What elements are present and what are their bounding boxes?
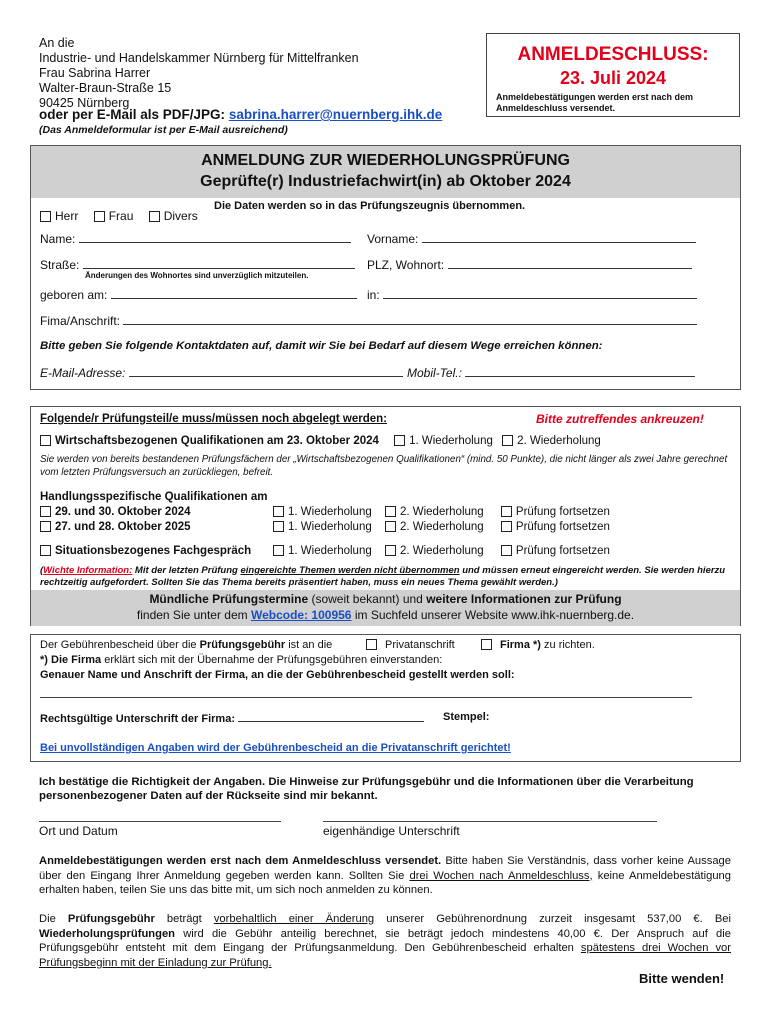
fee-line1 [40,639,332,651]
company-row [40,314,697,328]
turn-page-note: Bitte wenden! [639,971,725,986]
label-plz: PLZ, Wohnort: [367,258,445,272]
checkbox-hsq-2024-repeat2[interactable] [385,506,396,517]
webcode-b: im Suchfeld unserer Website www.ihk-nuernberg.de. [351,608,635,622]
fee-section [30,634,741,762]
address-line: 90425 Nürnberg [39,96,130,110]
label-herr: Herr [55,209,79,223]
fee-warning: Bei unvollständigen Angaben wird der Gebührenbescheid an die Privatanschrift gerichtet! [40,742,511,754]
plz-field[interactable] [448,258,692,269]
important-note: (Wichte Information: Mit der letzten Prüfung eingereichte Themen werden nicht übernommen und müssen erneut eingereicht werden. Sie werden hierzu rechtzeitig aufgefordert. Sollten Sie das Thema bereits präsentiert haben, muss ein neues Thema gewählt werden.) [40,565,726,588]
label-repeat2: 2. Wiederholung [517,435,601,447]
birth-row [40,288,357,302]
exam-heading: Folgende/r Prüfungsteil/e muss/müssen noch abgelegt werden: [40,413,387,425]
checkbox-hsq-2025-repeat1[interactable] [273,521,284,532]
street-field[interactable] [83,258,355,269]
label-strasse: Straße: [40,258,80,272]
address-line: Walter-Braun-Straße 15 [39,81,172,95]
hsq-heading: Handlungsspezifische Qualifikationen am [40,491,268,503]
vorname-field[interactable] [422,232,696,243]
email-field[interactable] [129,366,403,377]
fee-line1-a: Der Gebührenbescheid über die [40,639,200,651]
address-line: Frau Sabrina Harrer [39,66,151,80]
oral-a: Mündliche Prüfungstermine [149,592,309,606]
deadline-box [486,33,740,117]
checkbox-company[interactable] [481,639,492,650]
situation-row [40,545,251,557]
vorname-row [367,232,696,246]
recipient-address [39,36,479,111]
plz-row [367,258,692,272]
street-row [40,258,355,272]
info-p1-u: drei Wochen nach Anmeldeschluss, [409,869,593,882]
checkbox-wbq[interactable] [40,435,51,446]
label-continue: Prüfung fortsetzen [515,521,610,533]
signature-row [40,711,424,725]
contact-note: Bitte geben Sie folgende Kontaktdaten auf, damit wir Sie bei Bedarf auf diesem Wege erreichen können: [40,340,603,352]
personal-data-section [30,145,741,390]
checkbox-wbq-repeat1[interactable] [394,435,405,446]
deadline-note: Anmeldebestätigungen werden erst nach dem Anmeldeschluss versendet. [496,92,694,113]
exam-section [30,406,741,626]
email-link[interactable]: sabrina.harrer@nuernberg.ihk.de [228,107,443,122]
fee-private-option [366,639,455,651]
label-repeat1: 1. Wiederholung [288,521,372,533]
important-text-a: Mit der letzten Prüfung [132,565,241,576]
checkbox-hsq-2025-repeat2[interactable] [385,521,396,532]
info-p2-e: Wiederholungsprüfungen [39,927,176,940]
oral-line [31,592,740,606]
webcode-a: finden Sie unter dem [136,608,251,622]
checkbox-hsq-2025[interactable] [40,521,51,532]
hsq-2024-options [273,506,610,518]
email-prefix: oder per E-Mail als PDF/JPG: [39,107,229,122]
tick-note: Bitte zutreffendes ankreuzen! [536,412,704,426]
email-note: (Das Anmeldeformular ist per E-Mail ausreichend) [39,124,288,136]
checkbox-situation-repeat2[interactable] [385,545,396,556]
label-signature-own: eigenhändige Unterschrift [323,824,460,838]
label-divers: Divers [163,209,198,223]
birthdate-field[interactable] [111,288,357,299]
wbq-row [40,435,601,447]
company-signature-field[interactable] [238,711,424,722]
checkbox-herr[interactable] [40,211,51,222]
signature-field[interactable] [323,821,657,822]
checkbox-frau[interactable] [94,211,105,222]
wbq-note: Sie werden von bereits bestandenen Prüfungsfächern der „Wirtschaftsbezogenen Qualifikationen“ (mind. 50 Punkte), die nicht länger als zwei Jahre gerechnet vom letzten Prüfungsversuch an zurückliegen, befreit. [40,454,728,478]
salutation-row [40,209,198,223]
important-text-b: eingereichte Themen werden nicht übernommen [240,565,460,576]
info-paragraph-2 [39,912,731,970]
info-p2-f: wird die Gebühr anteilig berechnet, sie beträgt jedoch mindestens 40,00 €. Der Anspruch auf die Prüfungsgebühr entsteht mit dem Eingang der Prüfungsanmeldung. Den Gebührenbescheid erhalten [39,927,731,954]
address-change-note: Änderungen des Wohnortes sind unverzüglich mitzuteilen. [85,271,309,280]
info-p1-bold: Anmeldebestätigungen werden erst nach dem Anmeldeschluss versendet. [39,855,442,867]
label-private: Privatanschrift [385,639,455,651]
info-p1-a: Bitte haben Sie Verständnis, dass vorher keine Aussage über den Eingang Ihrer Anmeldung gegeben werden kann. Sollten Sie [39,855,731,882]
mobile-field[interactable] [465,366,695,377]
info-p2-c: beträgt [154,913,214,925]
email-line [39,107,442,122]
important-text-c: und müssen erneut eingereicht werden. Sie werden hierzu rechtzeitig aufgefordert. Sollten Sie das Thema bereits präsentiert haben, muss ein neues Thema gewählt werden.) [40,565,726,588]
fee-line1-c: ist an die [285,639,333,651]
checkbox-hsq-2024-continue[interactable] [501,506,512,517]
checkbox-wbq-repeat2[interactable] [502,435,513,446]
fee-line2-b: erklärt sich mit der Übernahme der Prüfungsgebühren einverstanden [101,654,440,666]
checkbox-situation[interactable] [40,545,51,556]
info-paragraph-1 [39,854,731,898]
checkbox-hsq-2024-repeat1[interactable] [273,506,284,517]
important-label: Wichte Information: [43,565,133,576]
checkbox-hsq-2024[interactable] [40,506,51,517]
label-place-date: Ort und Datum [39,824,118,838]
info-p2-u: vorbehaltlich einer Änderung [213,913,375,925]
birthplace-row [367,288,697,302]
form-subtitle: Geprüfte(r) Industriefachwirt(in) ab Oktober 2024 [200,173,571,190]
webcode-line [31,608,740,622]
label-name: Name: [40,232,76,246]
label-vorname: Vorname: [367,232,419,246]
label-firma: Fima/Anschrift: [40,314,121,328]
oral-c: weitere Informationen zur Prüfung [426,592,622,606]
label-hsq-2025: 27. und 28. Oktober 2025 [55,521,191,533]
form-title: ANMELDUNG ZUR WIEDERHOLUNGSPRÜFUNG [201,152,570,169]
hsq-2025-row [40,521,191,533]
label-continue: Prüfung fortsetzen [515,506,610,518]
label-repeat1: 1. Wiederholung [288,545,372,557]
info-p1-b: keine Anmeldebestätigung erhalten haben, teilen Sie uns das bitte mit, um sich noch anmelden zu können. [39,869,731,896]
label-repeat2: 2. Wiederholung [399,521,484,533]
mobile-row [407,366,695,380]
email-row [40,366,403,380]
fee-line2-a: *) Die Firma [40,654,102,666]
label-situation: Situationsbezogenes Fachgespräch [55,545,252,557]
label-repeat1: 1. Wiederholung [288,506,372,518]
place-date-field[interactable] [39,821,281,822]
label-signature: Rechtsgültige Unterschrift der Firma: [40,713,235,725]
data-note: Die Daten werden so in das Prüfungszeugnis übernommen. [214,200,526,212]
fee-line1-d: zu richten. [540,639,595,651]
fee-company-option [481,639,595,651]
info-p2-d: unserer Gebührenordnung zurzeit insgesamt 537,00 €. Bei [374,913,731,925]
checkbox-hsq-2025-continue[interactable] [501,521,512,532]
fee-line1-b: Prüfungsgebühr [199,639,286,651]
checkbox-divers[interactable] [149,211,160,222]
address-line: Industrie- und Handelskammer Nürnberg für Mittelfranken [39,51,359,65]
address-line: An die [39,36,75,50]
fee-line3: Genauer Name und Anschrift der Firma, an die der Gebührenbescheid gestellt werden soll: [40,669,515,681]
hsq-2024-row [40,506,191,518]
info-p2-a: Die [39,913,68,925]
label-in: in: [367,288,380,302]
label-hsq-2024: 29. und 30. Oktober 2024 [55,506,191,518]
info-p2-u2: spätestens drei Wochen vor Prüfungsbeginn mit der Einladung zur Prüfung. [39,942,731,969]
confirmation-text: Ich bestätige die Richtigkeit der Angaben. Die Hinweise zur Prüfungsgebühr und die Informationen über die Verarbeitung personenbezogener Daten auf der Rückseite sind mir bekannt. [39,776,694,802]
label-mobil: Mobil-Tel.: [407,366,462,380]
fee-line2: *) Die Firma erklärt sich mit der Übernahme der Prüfungsgebühren einverstanden: [40,654,443,666]
deadline-title: ANMELDESCHLUSS: [517,44,709,65]
checkbox-private[interactable] [366,639,377,650]
checkbox-situation-repeat1[interactable] [273,545,284,556]
label-frau: Frau [108,209,134,223]
name-field[interactable] [79,232,351,243]
company-field[interactable] [123,314,697,325]
label-stamp: Stempel: [443,711,490,723]
label-email: E-Mail-Adresse: [40,366,126,380]
company-address-field[interactable] [40,697,692,698]
hsq-2025-options [273,521,610,533]
deadline-date: 23. Juli 2024 [559,68,667,88]
label-company: Firma *) [500,639,541,651]
label-repeat2: 2. Wiederholung [399,545,484,557]
info-p2-b: Prüfungsgebühr [67,913,155,925]
situation-options [273,545,610,557]
label-continue: Prüfung fortsetzen [515,545,610,557]
birthplace-field[interactable] [383,288,697,299]
label-repeat1: 1. Wiederholung [409,435,493,447]
name-row [40,232,351,246]
label-wbq: Wirtschaftsbezogenen Qualifikationen am 23. Oktober 2024 [55,435,379,447]
webcode-link[interactable]: Webcode: 100956 [250,608,352,622]
oral-b: (soweit bekannt) und [308,592,427,606]
label-geboren: geboren am: [40,288,108,302]
label-repeat2: 2. Wiederholung [399,506,484,518]
checkbox-situation-continue[interactable] [501,545,512,556]
